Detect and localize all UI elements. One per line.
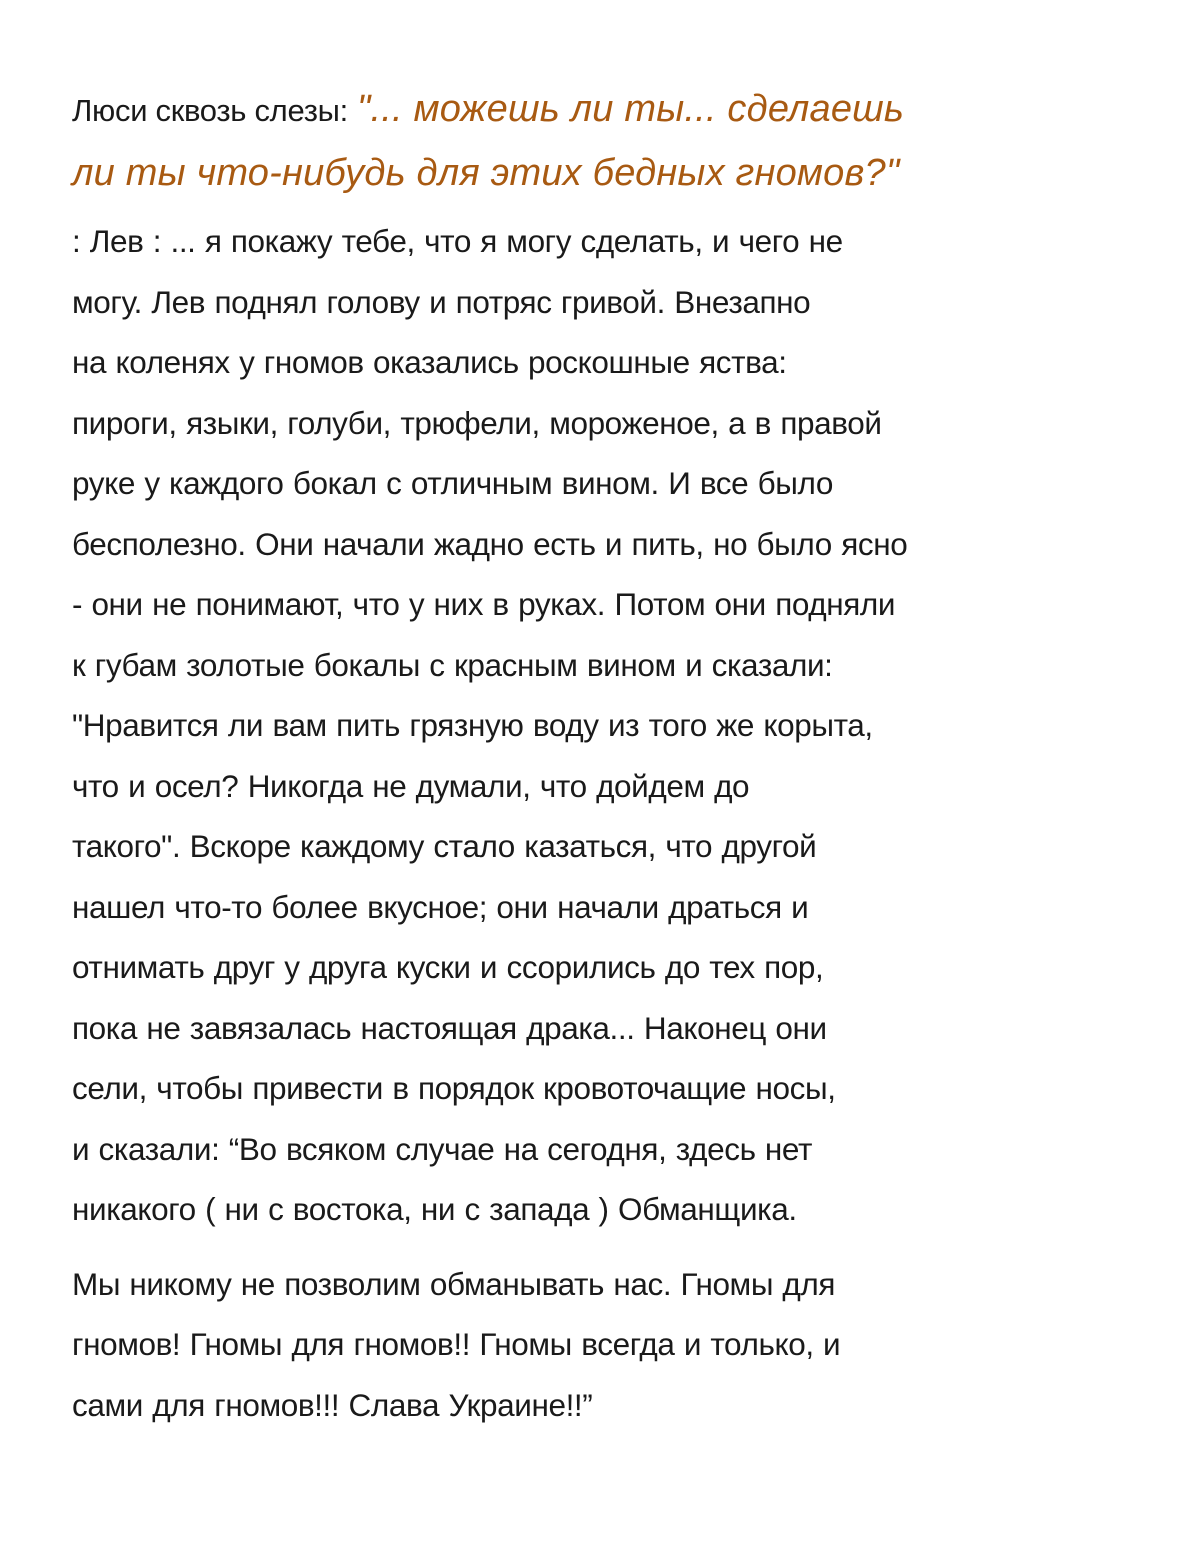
text-line: бесполезно. Они начали жадно есть и пить, но было ясно <box>72 525 908 562</box>
closing-paragraph <box>72 1254 1142 1436</box>
text-line: руке у каждого бокал с отличным вином. И все было <box>72 465 833 501</box>
speaker-label: Люси сквозь слезы: <box>72 93 348 128</box>
lucy-quote-line-1: "... можешь ли ты... сделаешь <box>356 88 905 130</box>
text-line: отнимать друг у друга куски и ссорились до тех пор, <box>72 949 824 985</box>
text-line: пока не завязалась настоящая драка... Наконец они <box>72 1009 827 1046</box>
text-line: сами для гномов!!! Слава Украине!!” <box>72 1386 593 1423</box>
document-page <box>72 78 1142 1435</box>
text-line: и сказали: “Во всяком случае на сегодня, здесь нет <box>72 1130 813 1167</box>
text-line: сели, чтобы привести в порядок кровоточащие носы, <box>72 1070 836 1106</box>
text-line: - они не понимают, что у них в руках. Потом они подняли <box>72 586 896 622</box>
text-line: : Лев : ... я покажу тебе, что я могу сделать, и чего не <box>72 223 843 259</box>
text-line: гномов! Гномы для гномов!! Гномы всегда и только, и <box>72 1326 841 1362</box>
lucy-quote-line-2: ли ты что-нибудь для этих бедных гномов?" <box>72 152 900 194</box>
text-line: "Нравится ли вам пить грязную воду из того же корыта, <box>72 707 873 743</box>
text-line: Мы никому не позволим обманывать нас. Гномы для <box>72 1265 836 1302</box>
text-line: к губам золотые бокалы с красным вином и сказали: <box>72 646 833 683</box>
text-line: что и осел? Никогда не думали, что дойдем до <box>72 767 750 804</box>
main-paragraph <box>72 211 1142 1240</box>
text-line: нашел что-то более вкусное; они начали драться и <box>72 888 809 925</box>
text-line: пироги, языки, голуби, трюфели, мороженое, а в правой <box>72 404 882 441</box>
text-line: такого". Вскоре каждому стало казаться, что другой <box>72 828 817 864</box>
text-line: могу. Лев поднял голову и потряс гривой. Внезапно <box>72 283 811 320</box>
text-line: никакого ( ни с востока, ни с запада ) Обманщика. <box>72 1191 797 1227</box>
text-line: на коленях у гномов оказались роскошные яства: <box>72 344 787 380</box>
intro-paragraph <box>72 78 1142 205</box>
